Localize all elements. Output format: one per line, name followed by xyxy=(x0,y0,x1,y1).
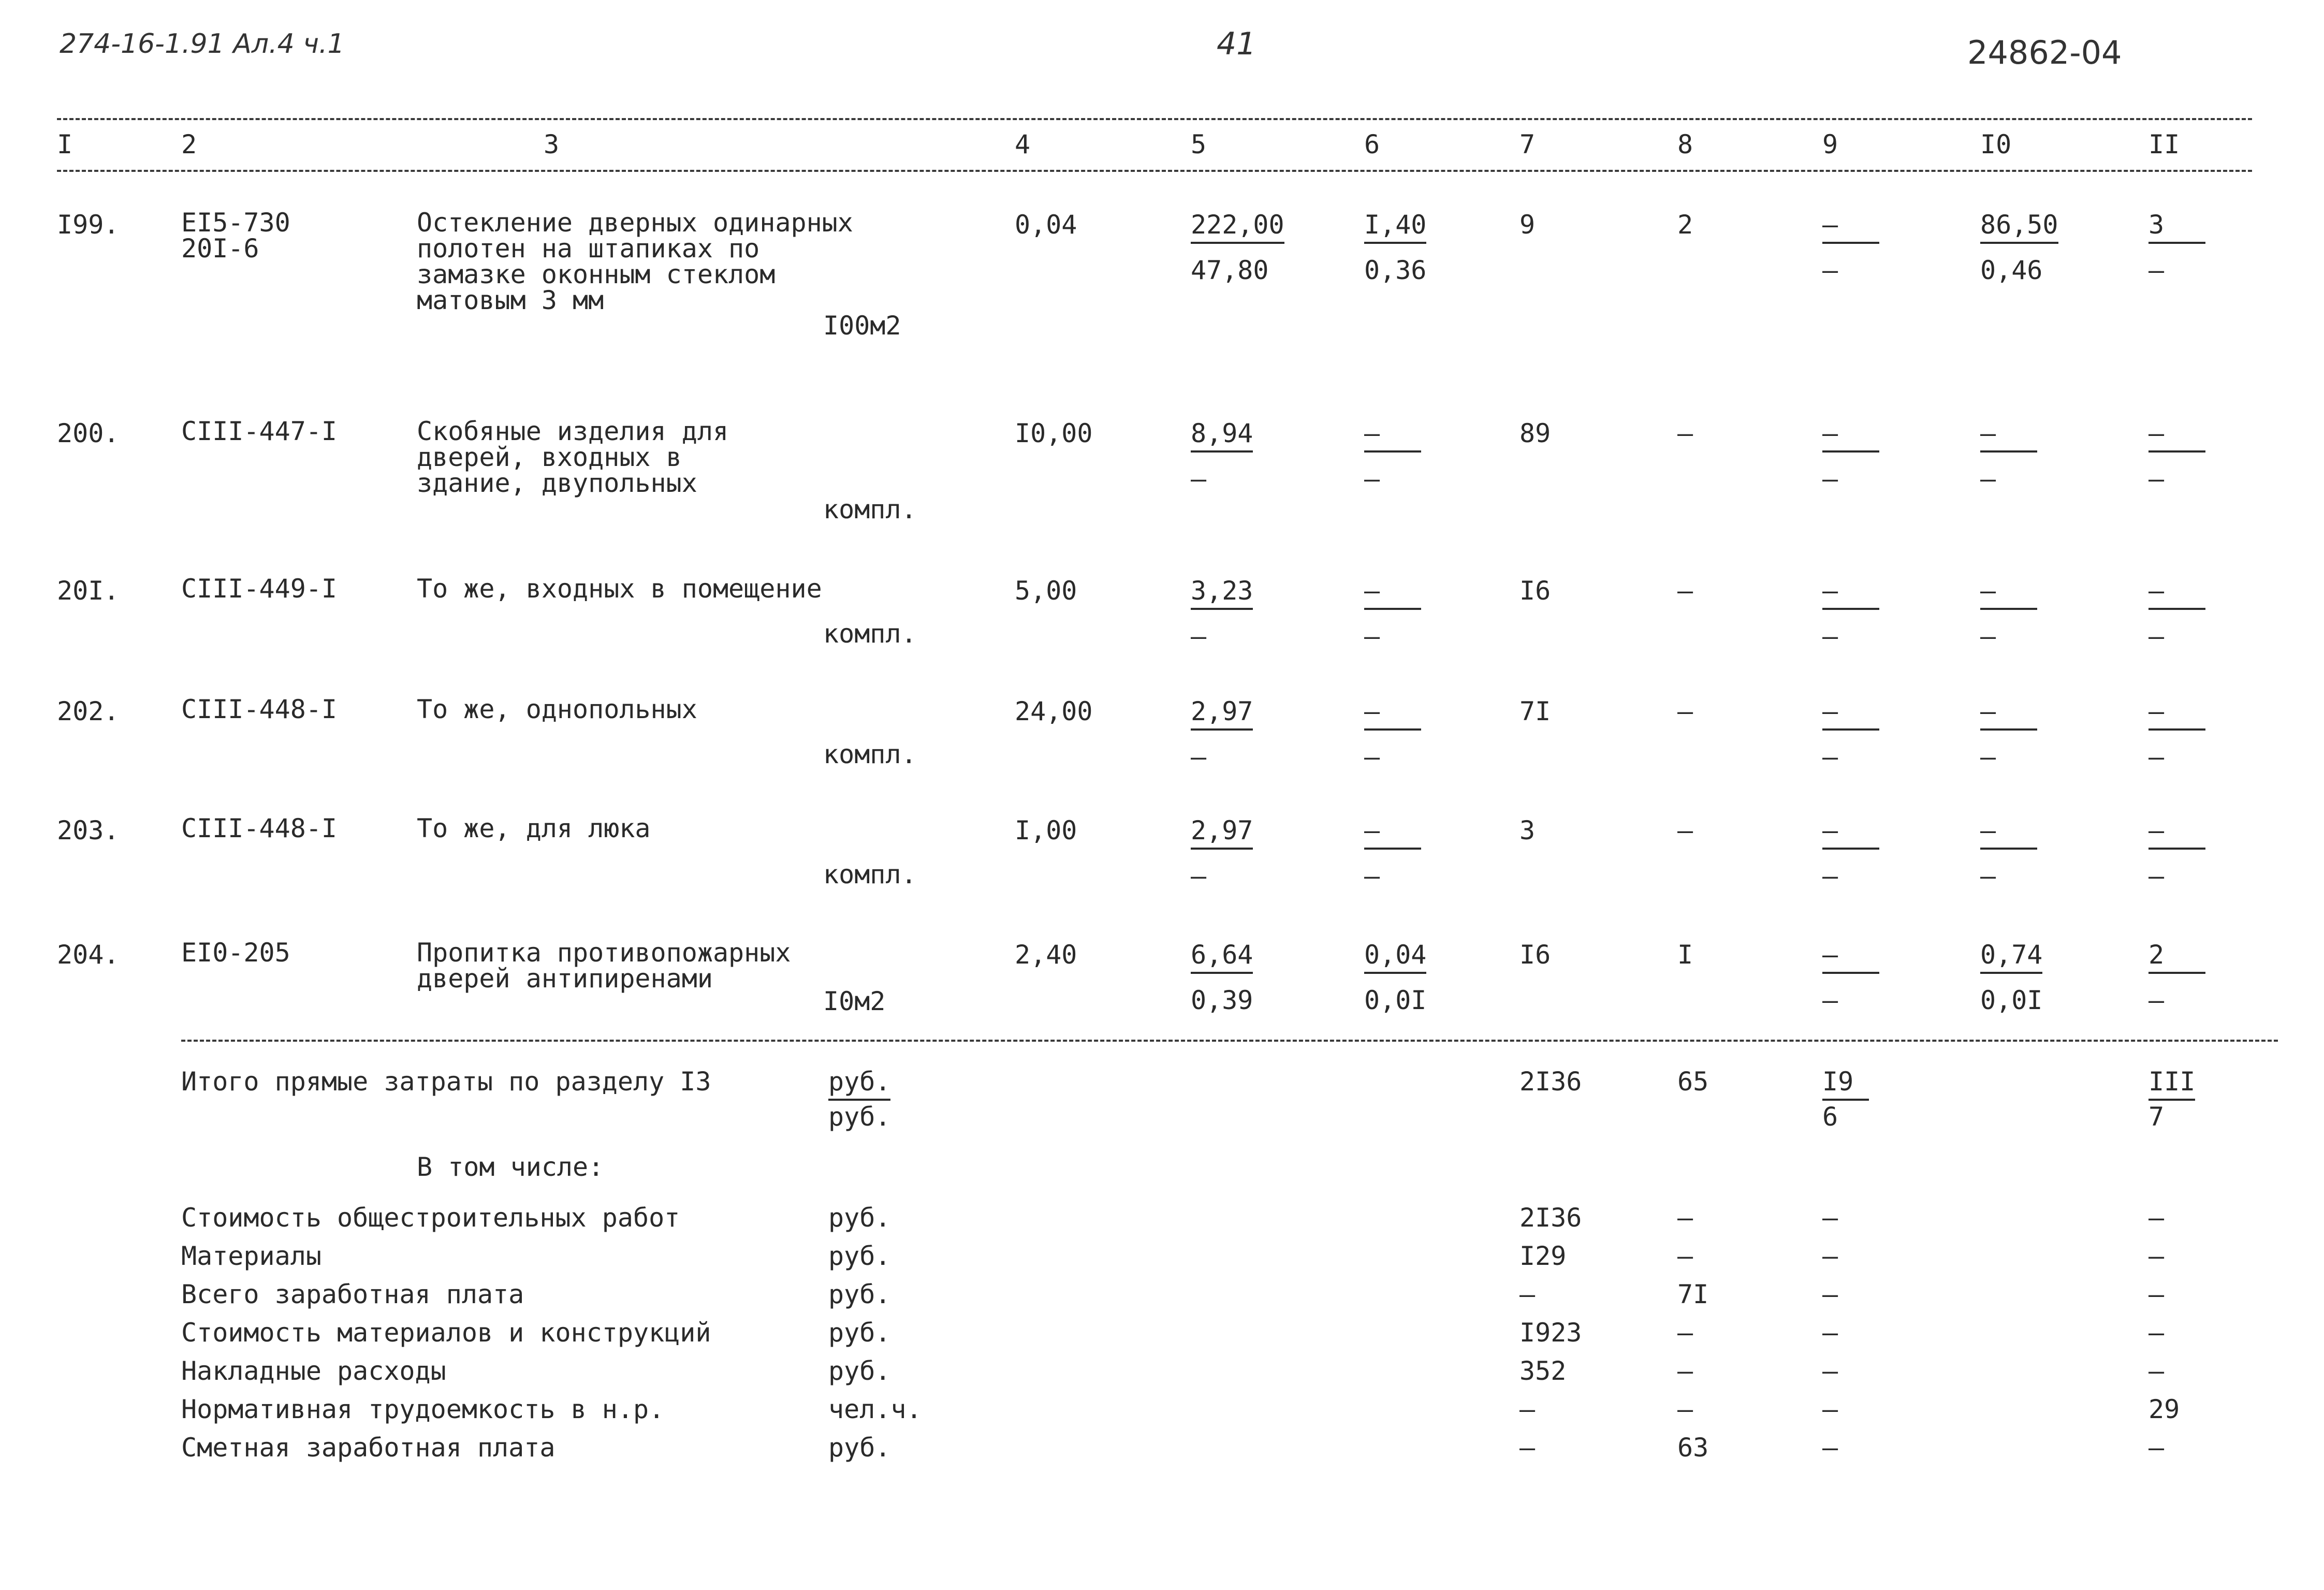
col6-numerator: – xyxy=(1364,576,1421,610)
col11-numerator: – xyxy=(2148,576,2205,610)
row-unit: компл. xyxy=(823,619,917,649)
breakdown-col11: – xyxy=(2148,1241,2165,1271)
totals-rule xyxy=(181,1040,2278,1042)
col10-numerator: – xyxy=(1980,815,2037,850)
col6-fraction xyxy=(1364,576,1463,659)
col6-fraction xyxy=(1364,940,1463,1023)
col7-value: 7I xyxy=(1519,696,1551,726)
row-description: То же, входных в помещение xyxy=(417,574,822,604)
col6-numerator: I,40 xyxy=(1364,210,1426,244)
row-number: 20I. xyxy=(57,576,120,606)
col9-fraction xyxy=(1822,815,1921,898)
breakdown-col9: – xyxy=(1822,1318,1838,1348)
breakdown-col9: – xyxy=(1822,1203,1838,1233)
col11-denominator: – xyxy=(2148,464,2165,494)
col8-value: – xyxy=(1677,696,1693,726)
col9-fraction xyxy=(1822,418,1921,501)
col9-fraction xyxy=(1822,696,1921,779)
col10-numerator: 0,74 xyxy=(1980,940,2042,974)
breakdown-col11: – xyxy=(2148,1203,2165,1233)
totals-col11-numerator: III xyxy=(2148,1067,2195,1101)
col10-fraction xyxy=(1980,940,2079,1023)
row-number: 203. xyxy=(57,815,120,845)
col10-denominator: – xyxy=(1980,621,1996,651)
col5-fraction xyxy=(1191,576,1289,659)
totals-col8: 65 xyxy=(1677,1067,1709,1097)
document-code: 24862-04 xyxy=(1967,34,2122,71)
col6-denominator: – xyxy=(1364,464,1380,494)
breakdown-col11: – xyxy=(2148,1433,2165,1463)
col9-numerator: – xyxy=(1822,210,1879,244)
col7-value: 3 xyxy=(1519,815,1536,845)
col11-fraction xyxy=(2148,696,2247,779)
col11-numerator: – xyxy=(2148,696,2205,731)
including-label: В том числе: xyxy=(417,1152,604,1182)
col10-denominator: 0,46 xyxy=(1980,255,2043,285)
col5-numerator: 2,97 xyxy=(1191,696,1253,731)
row-code: CIII-448-I xyxy=(181,813,338,843)
col9-numerator: – xyxy=(1822,418,1879,453)
col6-numerator: – xyxy=(1364,418,1421,453)
page-number: 41 xyxy=(1217,26,1256,62)
breakdown-label: Материалы xyxy=(181,1241,321,1271)
column-header: II xyxy=(2148,129,2180,159)
row-quantity: I0,00 xyxy=(1015,418,1093,448)
col9-denominator: – xyxy=(1822,464,1838,494)
col6-denominator: – xyxy=(1364,742,1380,772)
breakdown-label: Всего заработная плата xyxy=(181,1279,524,1309)
col10-numerator: – xyxy=(1980,418,2037,453)
col11-denominator: – xyxy=(2148,861,2165,891)
col9-numerator: – xyxy=(1822,696,1879,731)
totals-unit-fraction xyxy=(828,1067,927,1149)
breakdown-col9: – xyxy=(1822,1356,1838,1386)
breakdown-col9: – xyxy=(1822,1279,1838,1309)
col6-numerator: 0,04 xyxy=(1364,940,1426,974)
col6-fraction xyxy=(1364,418,1463,501)
col11-numerator: 2 xyxy=(2148,940,2205,974)
breakdown-unit: руб. xyxy=(828,1356,891,1386)
col7-value: I6 xyxy=(1519,576,1551,606)
col11-denominator: – xyxy=(2148,621,2165,651)
row-number: 202. xyxy=(57,696,120,726)
row-code: CIII-448-I xyxy=(181,694,338,724)
column-header: 6 xyxy=(1364,129,1380,159)
col9-denominator: – xyxy=(1822,255,1838,285)
breakdown-col8: – xyxy=(1677,1203,1693,1233)
col9-numerator: – xyxy=(1822,815,1879,850)
breakdown-col8: 63 xyxy=(1677,1433,1709,1463)
col7-value: I6 xyxy=(1519,940,1551,970)
breakdown-label: Стоимость общестроительных работ xyxy=(181,1203,680,1233)
col6-denominator: – xyxy=(1364,861,1380,891)
col10-denominator: 0,0I xyxy=(1980,985,2043,1015)
col6-fraction xyxy=(1364,696,1463,779)
totals-unit-top: руб. xyxy=(828,1067,890,1101)
breakdown-label: Сметная заработная плата xyxy=(181,1433,556,1463)
col11-fraction xyxy=(2148,418,2247,501)
col9-denominator: – xyxy=(1822,742,1838,772)
breakdown-label: Накладные расходы xyxy=(181,1356,446,1386)
col9-denominator: – xyxy=(1822,985,1838,1015)
col6-denominator: 0,36 xyxy=(1364,255,1427,285)
col5-denominator: 0,39 xyxy=(1191,985,1253,1015)
col10-denominator: – xyxy=(1980,861,1996,891)
col10-numerator: – xyxy=(1980,576,2037,610)
totals-col9-fraction xyxy=(1822,1067,1921,1149)
col11-fraction xyxy=(2148,576,2247,659)
breakdown-col9: – xyxy=(1822,1433,1838,1463)
row-quantity: 5,00 xyxy=(1015,576,1077,606)
totals-unit-bottom: руб. xyxy=(828,1102,891,1132)
col10-numerator: – xyxy=(1980,696,2037,731)
breakdown-col9: – xyxy=(1822,1241,1838,1271)
breakdown-col7: 352 xyxy=(1519,1356,1567,1386)
col5-fraction xyxy=(1191,815,1289,898)
column-header: 4 xyxy=(1015,129,1031,159)
col9-fraction xyxy=(1822,210,1921,293)
breakdown-col8: – xyxy=(1677,1241,1693,1271)
row-unit: компл. xyxy=(823,739,917,769)
col9-numerator: – xyxy=(1822,940,1879,974)
column-header: 2 xyxy=(181,129,197,159)
col7-value: 89 xyxy=(1519,418,1551,448)
row-unit: I0м2 xyxy=(823,986,886,1016)
col11-denominator: – xyxy=(2148,255,2165,285)
col5-fraction xyxy=(1191,210,1289,293)
breakdown-label: Нормативная трудоемкость в н.р. xyxy=(181,1394,665,1424)
totals-label: Итого прямые затраты по разделу I3 xyxy=(181,1067,711,1097)
col5-fraction xyxy=(1191,418,1289,501)
row-number: 204. xyxy=(57,940,120,970)
col11-numerator: 3 xyxy=(2148,210,2205,244)
col9-fraction xyxy=(1822,576,1921,659)
col11-denominator: – xyxy=(2148,985,2165,1015)
col6-denominator: – xyxy=(1364,621,1380,651)
column-header: I xyxy=(57,129,73,159)
col11-denominator: – xyxy=(2148,742,2165,772)
breakdown-col8: 7I xyxy=(1677,1279,1709,1309)
col8-value: 2 xyxy=(1677,210,1693,240)
row-quantity: 24,00 xyxy=(1015,696,1093,726)
column-header: 5 xyxy=(1191,129,1207,159)
col6-numerator: – xyxy=(1364,696,1421,731)
col5-denominator: – xyxy=(1191,621,1207,651)
col9-fraction xyxy=(1822,940,1921,1023)
breakdown-label: Стоимость материалов и конструкций xyxy=(181,1318,711,1348)
col10-fraction xyxy=(1980,576,2079,659)
breakdown-col8: – xyxy=(1677,1356,1693,1386)
breakdown-col11: 29 xyxy=(2148,1394,2180,1424)
col10-denominator: – xyxy=(1980,464,1996,494)
row-quantity: 2,40 xyxy=(1015,940,1077,970)
row-description: То же, для люка xyxy=(417,813,651,843)
row-description: Остекление дверных одинарных полотен на штапиках по замазке оконным стеклом матовым 3 мм xyxy=(417,208,853,315)
column-header: I0 xyxy=(1980,129,2012,159)
row-quantity: 0,04 xyxy=(1015,210,1077,240)
totals-col11-denominator: 7 xyxy=(2148,1102,2165,1132)
col10-fraction xyxy=(1980,210,2079,293)
col5-fraction xyxy=(1191,940,1289,1023)
col6-fraction xyxy=(1364,815,1463,898)
breakdown-col7: 2I36 xyxy=(1519,1203,1582,1233)
col8-value: – xyxy=(1677,418,1693,448)
breakdown-col7: I923 xyxy=(1519,1318,1582,1348)
col5-denominator: – xyxy=(1191,861,1207,891)
breakdown-col9: – xyxy=(1822,1394,1838,1424)
col5-fraction xyxy=(1191,696,1289,779)
column-header: 8 xyxy=(1677,129,1693,159)
row-description: То же, однопольных xyxy=(417,694,697,724)
col8-value: I xyxy=(1677,940,1693,970)
col5-numerator: 3,23 xyxy=(1191,576,1253,610)
breakdown-col7: – xyxy=(1519,1433,1536,1463)
col10-numerator: 86,50 xyxy=(1980,210,2058,244)
col5-numerator: 2,97 xyxy=(1191,815,1253,850)
breakdown-unit: руб. xyxy=(828,1318,891,1348)
document-reference: 274-16-1.91 Ал.4 ч.1 xyxy=(60,28,345,60)
row-code: CIII-449-I xyxy=(181,574,338,604)
breakdown-col7: I29 xyxy=(1519,1241,1567,1271)
row-number: 200. xyxy=(57,418,120,448)
totals-col11-fraction xyxy=(2148,1067,2247,1149)
breakdown-col8: – xyxy=(1677,1318,1693,1348)
column-header: 9 xyxy=(1822,129,1838,159)
row-quantity: I,00 xyxy=(1015,815,1077,845)
row-code: EI5-730 20I-6 xyxy=(181,208,290,264)
totals-col9-numerator: I9 xyxy=(1822,1067,1869,1101)
col10-fraction xyxy=(1980,815,2079,898)
breakdown-unit: чел.ч. xyxy=(828,1394,922,1424)
breakdown-unit: руб. xyxy=(828,1279,891,1309)
col6-numerator: – xyxy=(1364,815,1421,850)
breakdown-col8: – xyxy=(1677,1394,1693,1424)
row-code: CIII-447-I xyxy=(181,416,338,446)
row-number: I99. xyxy=(57,210,120,240)
row-code: EI0-205 xyxy=(181,938,290,968)
totals-col7: 2I36 xyxy=(1519,1067,1582,1097)
col5-denominator: – xyxy=(1191,464,1207,494)
row-description: Скобяные изделия для дверей, входных в здание, двупольных xyxy=(417,416,729,498)
col5-numerator: 8,94 xyxy=(1191,418,1253,453)
col11-fraction xyxy=(2148,815,2247,898)
totals-col9-denominator: 6 xyxy=(1822,1102,1838,1132)
header-top-rule xyxy=(57,118,2252,120)
col9-denominator: – xyxy=(1822,621,1838,651)
col6-denominator: 0,0I xyxy=(1364,985,1427,1015)
col9-numerator: – xyxy=(1822,576,1879,610)
col5-numerator: 222,00 xyxy=(1191,210,1284,244)
breakdown-unit: руб. xyxy=(828,1433,891,1463)
col10-fraction xyxy=(1980,696,2079,779)
breakdown-col11: – xyxy=(2148,1318,2165,1348)
breakdown-unit: руб. xyxy=(828,1241,891,1271)
col5-denominator: 47,80 xyxy=(1191,255,1269,285)
col6-fraction xyxy=(1364,210,1463,293)
breakdown-col11: – xyxy=(2148,1356,2165,1386)
col5-denominator: – xyxy=(1191,742,1207,772)
breakdown-col7: – xyxy=(1519,1279,1536,1309)
column-header: 7 xyxy=(1519,129,1536,159)
row-unit: компл. xyxy=(823,859,917,889)
col8-value: – xyxy=(1677,576,1693,606)
row-unit: компл. xyxy=(823,494,917,524)
breakdown-unit: руб. xyxy=(828,1203,891,1233)
col8-value: – xyxy=(1677,815,1693,845)
col11-numerator: – xyxy=(2148,815,2205,850)
breakdown-col7: – xyxy=(1519,1394,1536,1424)
col7-value: 9 xyxy=(1519,210,1536,240)
row-unit: I00м2 xyxy=(823,311,901,341)
row-description: Пропитка противопожарных дверей антипиренами xyxy=(417,938,791,994)
breakdown-col11: – xyxy=(2148,1279,2165,1309)
col11-fraction xyxy=(2148,940,2247,1023)
col9-denominator: – xyxy=(1822,861,1838,891)
col10-denominator: – xyxy=(1980,742,1996,772)
col11-numerator: – xyxy=(2148,418,2205,453)
col11-fraction xyxy=(2148,210,2247,293)
header-bottom-rule xyxy=(57,170,2252,172)
col5-numerator: 6,64 xyxy=(1191,940,1253,974)
column-header: 3 xyxy=(544,129,560,159)
col10-fraction xyxy=(1980,418,2079,501)
